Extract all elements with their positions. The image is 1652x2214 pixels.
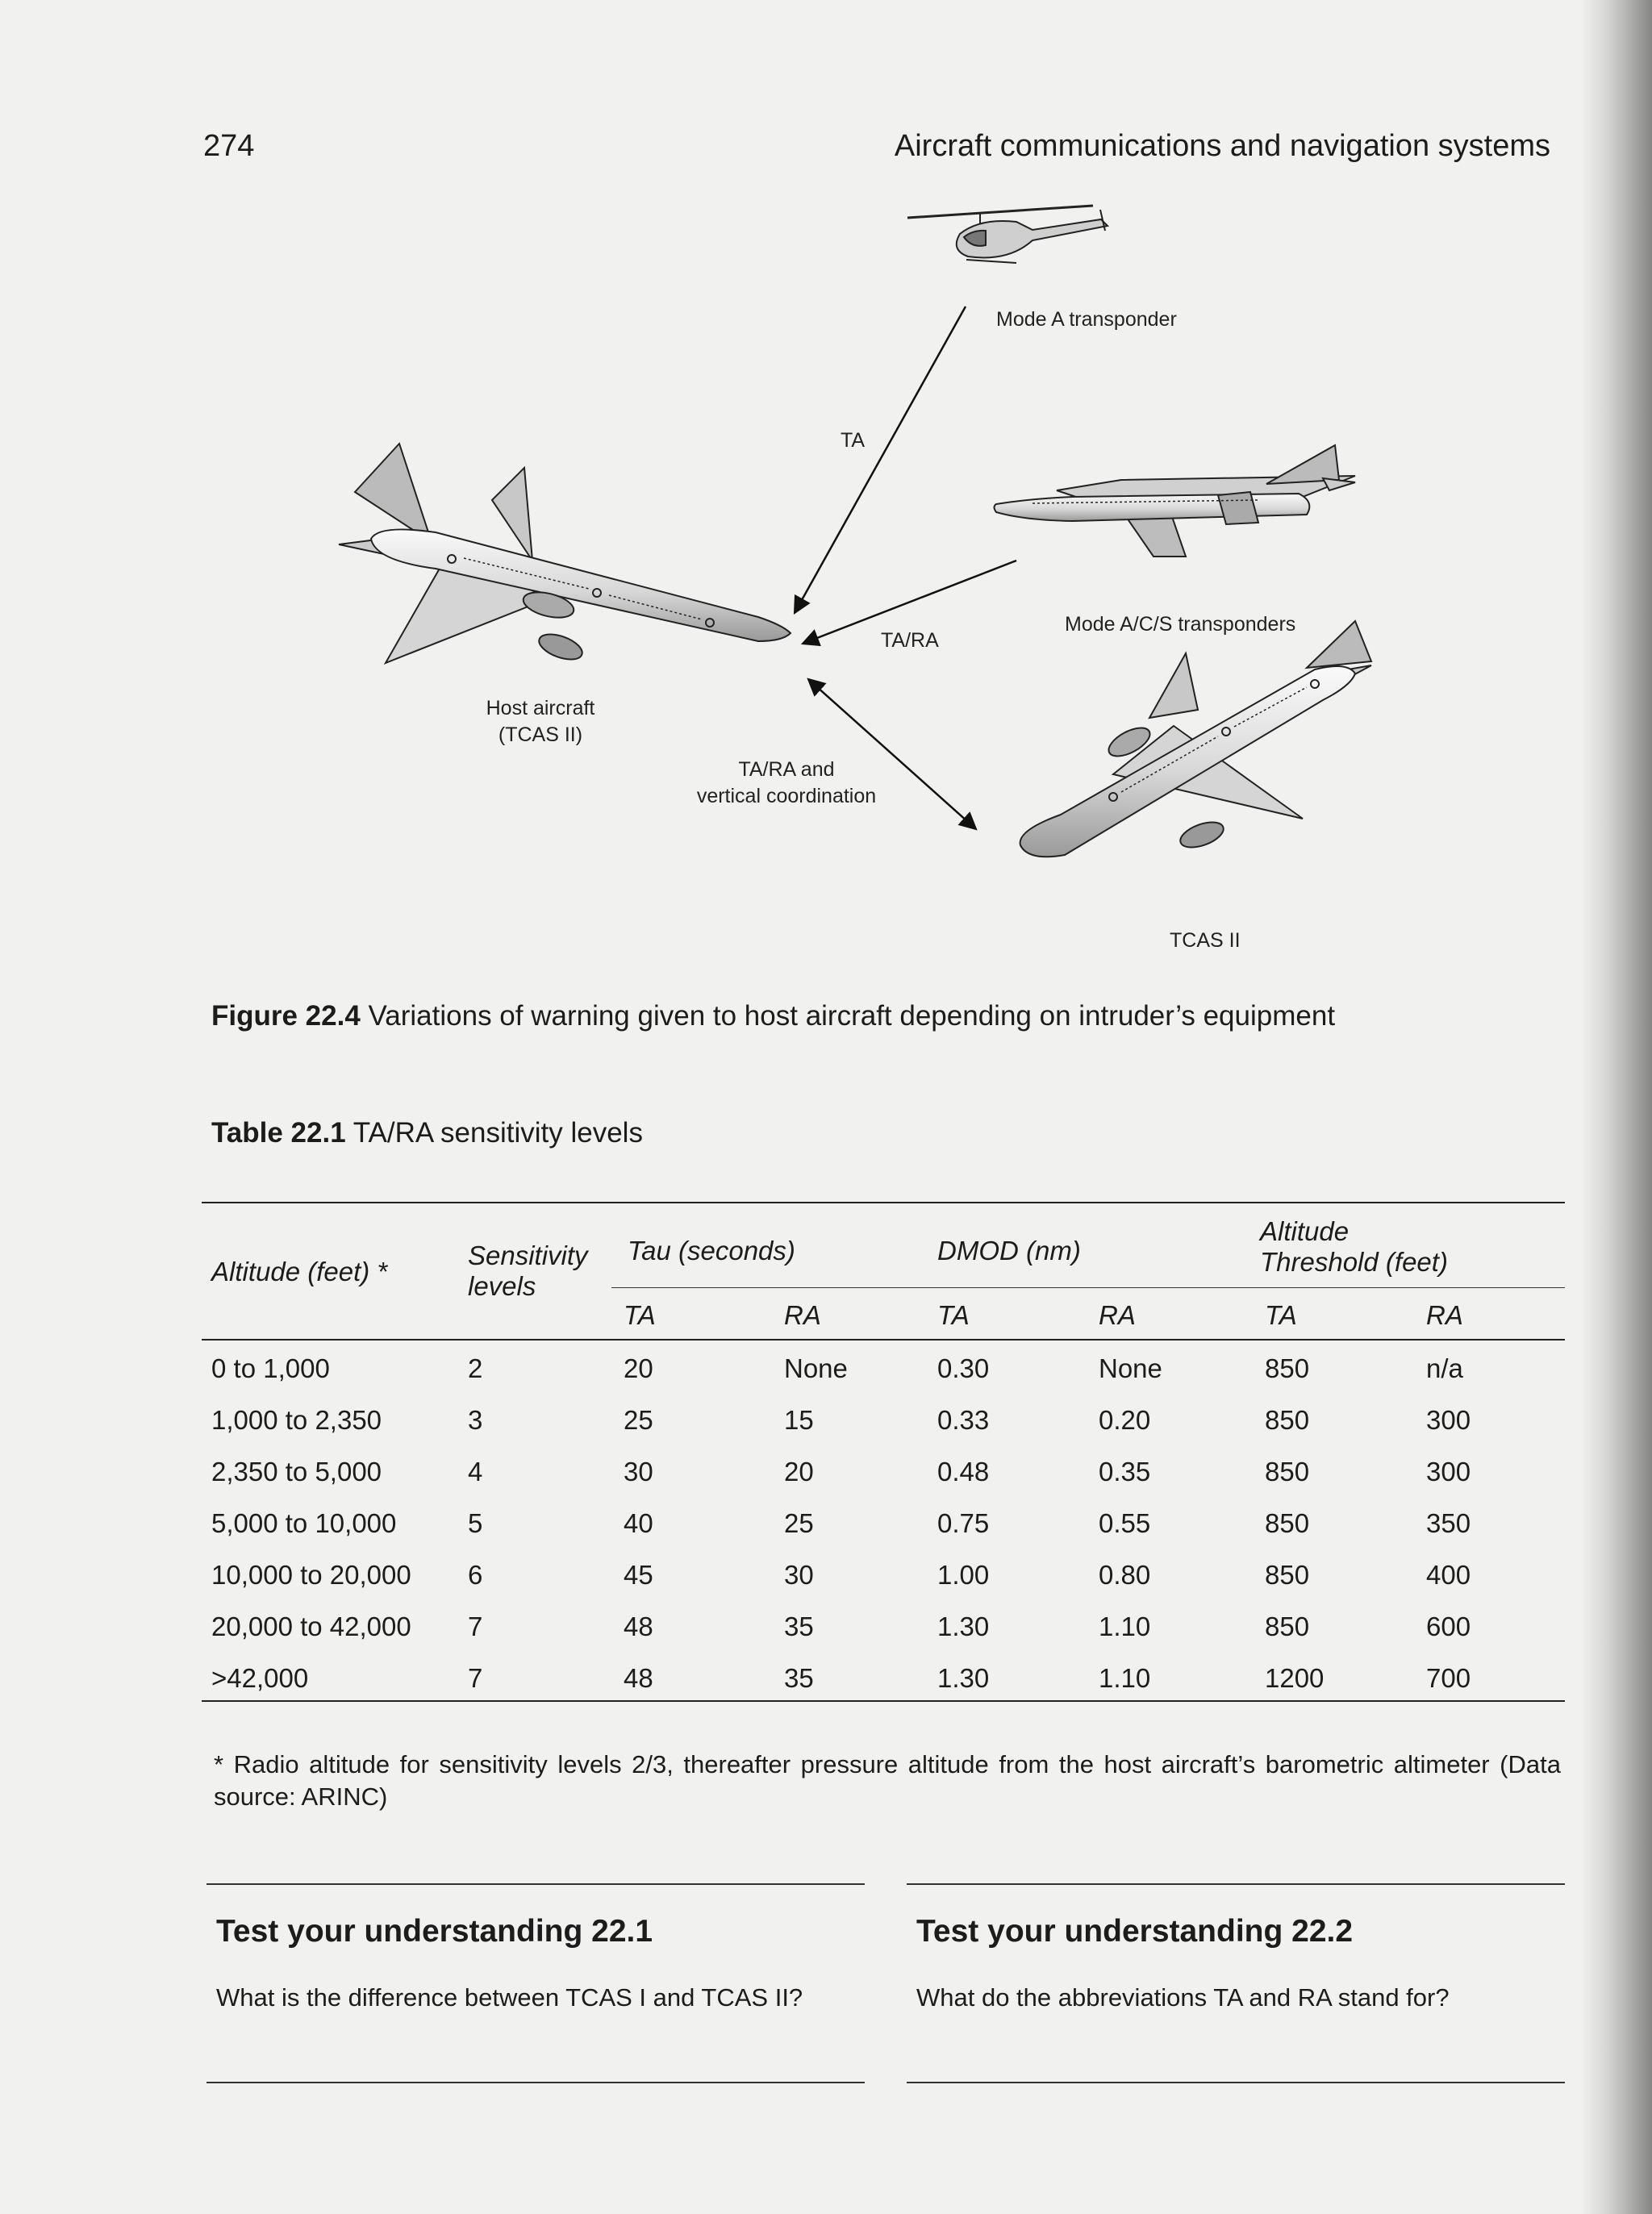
- cell-sensitivity: 2: [468, 1353, 483, 1383]
- cell-altitude: 10,000 to 20,000: [211, 1560, 411, 1590]
- cell-sensitivity: 7: [468, 1663, 483, 1693]
- test-title: Test your understanding 22.2: [916, 1914, 1354, 1949]
- cell-altitude: 1,000 to 2,350: [211, 1405, 382, 1435]
- cell-sensitivity: 6: [468, 1560, 483, 1590]
- table-subheader-rule: [611, 1287, 1565, 1288]
- table-caption-label: Table 22.1: [211, 1117, 346, 1149]
- table-bottom-rule: [202, 1700, 1565, 1702]
- header-tau: Tau (seconds): [628, 1236, 795, 1265]
- cell-alt-ra: 700: [1426, 1663, 1471, 1693]
- cell-dmod-ta: 0.33: [937, 1405, 990, 1435]
- label-vc-line2: vertical coordination: [696, 785, 877, 807]
- test-title: Test your understanding 22.1: [216, 1914, 653, 1949]
- cell-tau-ta: 45: [624, 1560, 653, 1590]
- header-dmod: DMOD (nm): [937, 1236, 1081, 1265]
- figure-caption: [211, 1000, 1335, 1032]
- cell-alt-ta: 850: [1265, 1457, 1310, 1486]
- cell-sensitivity: 4: [468, 1457, 483, 1486]
- label-host-line2: (TCAS II): [498, 723, 583, 746]
- figure-illustration: [307, 186, 1436, 976]
- cell-sensitivity: 7: [468, 1612, 483, 1641]
- cell-alt-ta: 850: [1265, 1612, 1310, 1641]
- header-tau-ta: TA: [624, 1300, 656, 1330]
- cell-dmod-ra: None: [1099, 1353, 1162, 1383]
- cell-alt-ra: 350: [1426, 1508, 1471, 1538]
- cell-tau-ra: 35: [784, 1612, 814, 1641]
- figure-caption-text: Variations of warning given to host aircraft depending on intruder’s equipment: [368, 1000, 1336, 1032]
- mode-acs-aircraft-icon: [995, 445, 1356, 557]
- cell-alt-ra: 600: [1426, 1612, 1471, 1641]
- cell-dmod-ta: 0.30: [937, 1353, 990, 1383]
- test-question: What do the abbreviations TA and RA stand for?: [916, 1983, 1450, 2012]
- cell-alt-ra: 400: [1426, 1560, 1471, 1590]
- cell-sensitivity: 3: [468, 1405, 483, 1435]
- test-question: What is the difference between TCAS I and TCAS II?: [216, 1983, 803, 2012]
- label-vertical-coordination: [682, 757, 891, 810]
- table-caption-text: TA/RA sensitivity levels: [353, 1117, 643, 1149]
- cell-alt-ra: 300: [1426, 1457, 1471, 1486]
- cell-altitude: >42,000: [211, 1663, 309, 1693]
- header-tau-ra: RA: [784, 1300, 821, 1330]
- figure-22-4: [307, 186, 1436, 976]
- helicopter-icon: [907, 206, 1108, 263]
- cell-dmod-ta: 0.48: [937, 1457, 990, 1486]
- cell-tau-ra: 20: [784, 1457, 814, 1486]
- cell-alt-ra: 300: [1426, 1405, 1471, 1435]
- cell-sensitivity: 5: [468, 1508, 483, 1538]
- cell-tau-ra: 25: [784, 1508, 814, 1538]
- label-mode-a-transponder: Mode A transponder: [996, 308, 1177, 331]
- cell-tau-ta: 48: [624, 1612, 653, 1641]
- cell-dmod-ra: 0.20: [1099, 1405, 1151, 1435]
- cell-dmod-ra: 1.10: [1099, 1612, 1151, 1641]
- cell-alt-ta: 850: [1265, 1353, 1310, 1383]
- cell-dmod-ta: 1.30: [937, 1612, 990, 1641]
- label-host-line1: Host aircraft: [486, 697, 595, 719]
- cell-altitude: 20,000 to 42,000: [211, 1612, 411, 1641]
- page-number: 274: [203, 129, 255, 163]
- test-box-22-2: [907, 1883, 1565, 2012]
- cell-tau-ta: 20: [624, 1353, 653, 1383]
- header-dmod-ra: RA: [1099, 1300, 1136, 1330]
- cell-dmod-ta: 0.75: [937, 1508, 990, 1538]
- label-tcas2: TCAS II: [1170, 929, 1241, 952]
- header-alt-ta: TA: [1265, 1300, 1297, 1330]
- header-sensitivity-levels: [468, 1240, 588, 1302]
- cell-alt-ta: 850: [1265, 1560, 1310, 1590]
- cell-tau-ra: None: [784, 1353, 848, 1383]
- table-top-rule: [202, 1202, 1565, 1203]
- header-alt-ra: RA: [1426, 1300, 1463, 1330]
- test-box-top-rule: [907, 1883, 1565, 1885]
- header-sensitivity-line1: Sensitivity: [468, 1240, 588, 1270]
- cell-dmod-ra: 0.35: [1099, 1457, 1151, 1486]
- running-head: Aircraft communications and navigation systems: [894, 129, 1550, 163]
- host-aircraft-icon: [339, 444, 791, 665]
- cell-altitude: 0 to 1,000: [211, 1353, 330, 1383]
- cell-tau-ta: 48: [624, 1663, 653, 1693]
- cell-alt-ra: n/a: [1426, 1353, 1463, 1383]
- table-caption: [211, 1117, 643, 1149]
- label-ta-ra: TA/RA: [881, 629, 939, 652]
- cell-dmod-ta: 1.30: [937, 1663, 990, 1693]
- cell-tau-ra: 30: [784, 1560, 814, 1590]
- header-sensitivity-line2: levels: [468, 1271, 536, 1301]
- cell-alt-ta: 850: [1265, 1508, 1310, 1538]
- header-altitude-threshold: [1260, 1216, 1448, 1278]
- test-box-bottom-rule: [907, 2082, 1565, 2083]
- label-mode-acs-transponders: Mode A/C/S transponders: [1065, 613, 1296, 636]
- cell-tau-ta: 30: [624, 1457, 653, 1486]
- test-box-22-1: [206, 1883, 865, 2012]
- cell-dmod-ra: 0.80: [1099, 1560, 1151, 1590]
- cell-tau-ra: 15: [784, 1405, 814, 1435]
- header-dmod-ta: TA: [937, 1300, 970, 1330]
- table-header-rule: [202, 1339, 1565, 1340]
- test-box-bottom-rule: [206, 2082, 865, 2083]
- cell-tau-ra: 35: [784, 1663, 814, 1693]
- table-footnote: * Radio altitude for sensitivity levels 2/3, thereafter pressure altitude from the host aircraft’s barometric altimeter (Data source: ARINC): [214, 1750, 1561, 1811]
- cell-tau-ta: 25: [624, 1405, 653, 1435]
- cell-tau-ta: 40: [624, 1508, 653, 1538]
- cell-altitude: 2,350 to 5,000: [211, 1457, 382, 1486]
- label-ta: TA: [841, 429, 866, 452]
- cell-dmod-ta: 1.00: [937, 1560, 990, 1590]
- page-edge-shadow: [1579, 0, 1652, 2214]
- header-altitude: Altitude (feet) *: [211, 1257, 388, 1286]
- header-alt-thresh-line1: Altitude: [1260, 1216, 1350, 1246]
- label-vc-line1: TA/RA and: [738, 758, 835, 781]
- ta-arrow: [795, 306, 966, 613]
- cell-altitude: 5,000 to 10,000: [211, 1508, 397, 1538]
- test-box-top-rule: [206, 1883, 865, 1885]
- tcas2-aircraft-icon: [1020, 621, 1371, 857]
- cell-alt-ta: 850: [1265, 1405, 1310, 1435]
- label-host-aircraft: [460, 695, 621, 748]
- cell-dmod-ra: 0.55: [1099, 1508, 1151, 1538]
- header-alt-thresh-line2: Threshold (feet): [1260, 1247, 1448, 1277]
- figure-caption-label: Figure 22.4: [211, 1000, 361, 1032]
- cell-alt-ta: 1200: [1265, 1663, 1325, 1693]
- cell-dmod-ra: 1.10: [1099, 1663, 1151, 1693]
